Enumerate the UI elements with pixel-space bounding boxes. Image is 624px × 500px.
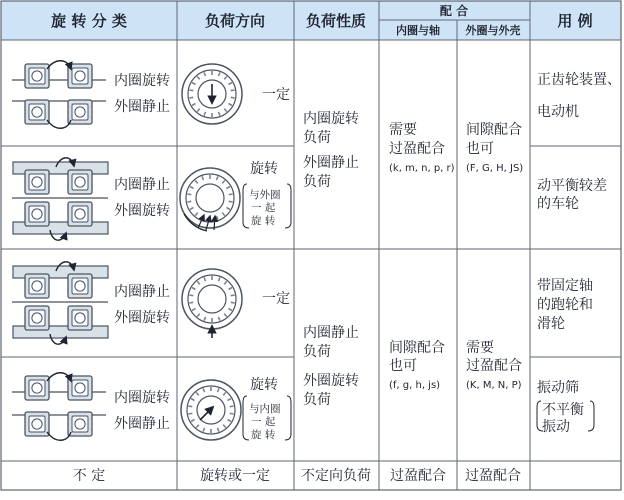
row4-rotation-diagram — [12, 373, 106, 441]
row2-rotation-line1: 内圈静止 — [114, 177, 170, 193]
group2-nature-line3: 外圈旋转 — [303, 373, 359, 389]
group2-outer-fit-line2: 过盈配合 — [466, 358, 522, 374]
row1-rotation-line1: 内圈旋转 — [114, 73, 170, 89]
row3-load-direction: 一定 — [262, 291, 290, 307]
row4-load-word: 旋转 — [250, 377, 278, 393]
row4-rotation-line2: 外圈静止 — [114, 416, 170, 432]
group2-outer-fit-codes: (K, M, N, P) — [466, 380, 522, 391]
group2-inner-fit-line1: 间隙配合 — [389, 340, 445, 356]
row1-load-direction: 一定 — [262, 87, 290, 103]
table-border — [1, 1, 621, 490]
header-rotation-class: 旋 转 分 类 — [51, 12, 127, 30]
row3-load-diagram — [182, 269, 242, 338]
row3-application-line1: 带固定轴 — [537, 278, 593, 294]
group1-inner-fit-codes: (k, m, n, p, r) — [389, 163, 455, 174]
row4-application-note-2: 振动 — [542, 419, 570, 435]
footer-rotation: 不 定 — [72, 468, 106, 484]
row4-application-right-bracket — [588, 401, 594, 431]
row2-load-note-3: 旋 转 — [251, 215, 276, 227]
header-load-direction: 负荷方向 — [204, 12, 266, 30]
header-inner-ring-shaft: 内圈与轴 — [396, 24, 440, 37]
group1-outer-fit-line2: 也可 — [466, 141, 494, 157]
row1-load-diagram — [182, 64, 242, 124]
table-grid — [1, 1, 621, 490]
row4-load-note-1: 与内圈 — [249, 403, 281, 415]
group1-nature-line1: 内圈旋转 — [303, 111, 359, 127]
group2-inner-fit-codes: (f, g, h, js) — [389, 380, 441, 391]
group1-nature-line3: 外圈静止 — [303, 155, 359, 171]
group1-outer-fit-codes: (F, G, H, JS) — [466, 163, 524, 174]
row2-load-note-1: 与外圈 — [249, 189, 281, 201]
footer-inner-fit: 过盈配合 — [390, 468, 446, 484]
group2-inner-fit-line2: 也可 — [389, 358, 417, 374]
group2-outer-fit-line1: 需要 — [466, 340, 494, 356]
row4-application-note-1: 不平衡 — [542, 402, 584, 418]
row2-load-word: 旋转 — [250, 161, 278, 177]
header-outer-ring-housing: 外圈与外壳 — [465, 24, 521, 37]
row2-application-line1: 动平衡较差 — [537, 178, 607, 194]
header-load-nature: 负荷性质 — [305, 12, 367, 30]
footer-outer-fit: 过盈配合 — [465, 468, 521, 484]
row4-load-note-3: 旋 转 — [251, 429, 276, 441]
row3-rotation-diagram — [12, 262, 108, 344]
row3-application-line3: 滑轮 — [537, 316, 565, 332]
footer-load-nature: 不定向负荷 — [301, 468, 371, 484]
header-fit: 配 合 — [439, 4, 469, 18]
row2-rotation-diagram — [12, 158, 108, 240]
row4-application-line1: 振动筛 — [537, 380, 579, 396]
row3-application-line2: 的跑轮和 — [537, 297, 593, 313]
group1-inner-fit-line2: 过盈配合 — [389, 141, 445, 157]
footer-load-direction: 旋转或一定 — [200, 468, 270, 484]
row3-rotation-line1: 内圈静止 — [114, 284, 170, 300]
row4-rotation-line1: 内圈旋转 — [114, 390, 170, 406]
group2-nature-line4: 负荷 — [303, 392, 331, 408]
row2-rotation-line2: 外圈旋转 — [114, 203, 170, 219]
row3-rotation-line2: 外圈旋转 — [114, 310, 170, 326]
group1-nature-line4: 负荷 — [303, 174, 331, 190]
row1-application-line2: 电动机 — [537, 104, 579, 120]
group1-inner-fit-line1: 需要 — [389, 122, 417, 138]
group2-nature-line2: 负荷 — [303, 344, 331, 360]
row2-load-note-2: 一 起 — [251, 202, 276, 214]
row1-application-line1: 正齿轮装置、 — [537, 72, 621, 88]
row2-application-line2: 的车轮 — [537, 196, 579, 212]
header-application: 用 例 — [557, 12, 593, 30]
row1-rotation-line2: 外圈静止 — [114, 99, 170, 115]
row1-rotation-diagram — [12, 61, 106, 129]
group1-outer-fit-line1: 间隙配合 — [466, 122, 522, 138]
row4-load-note-2: 一 起 — [251, 416, 276, 428]
group2-nature-line1: 内圈静止 — [303, 325, 359, 341]
group1-nature-line2: 负荷 — [303, 130, 331, 146]
